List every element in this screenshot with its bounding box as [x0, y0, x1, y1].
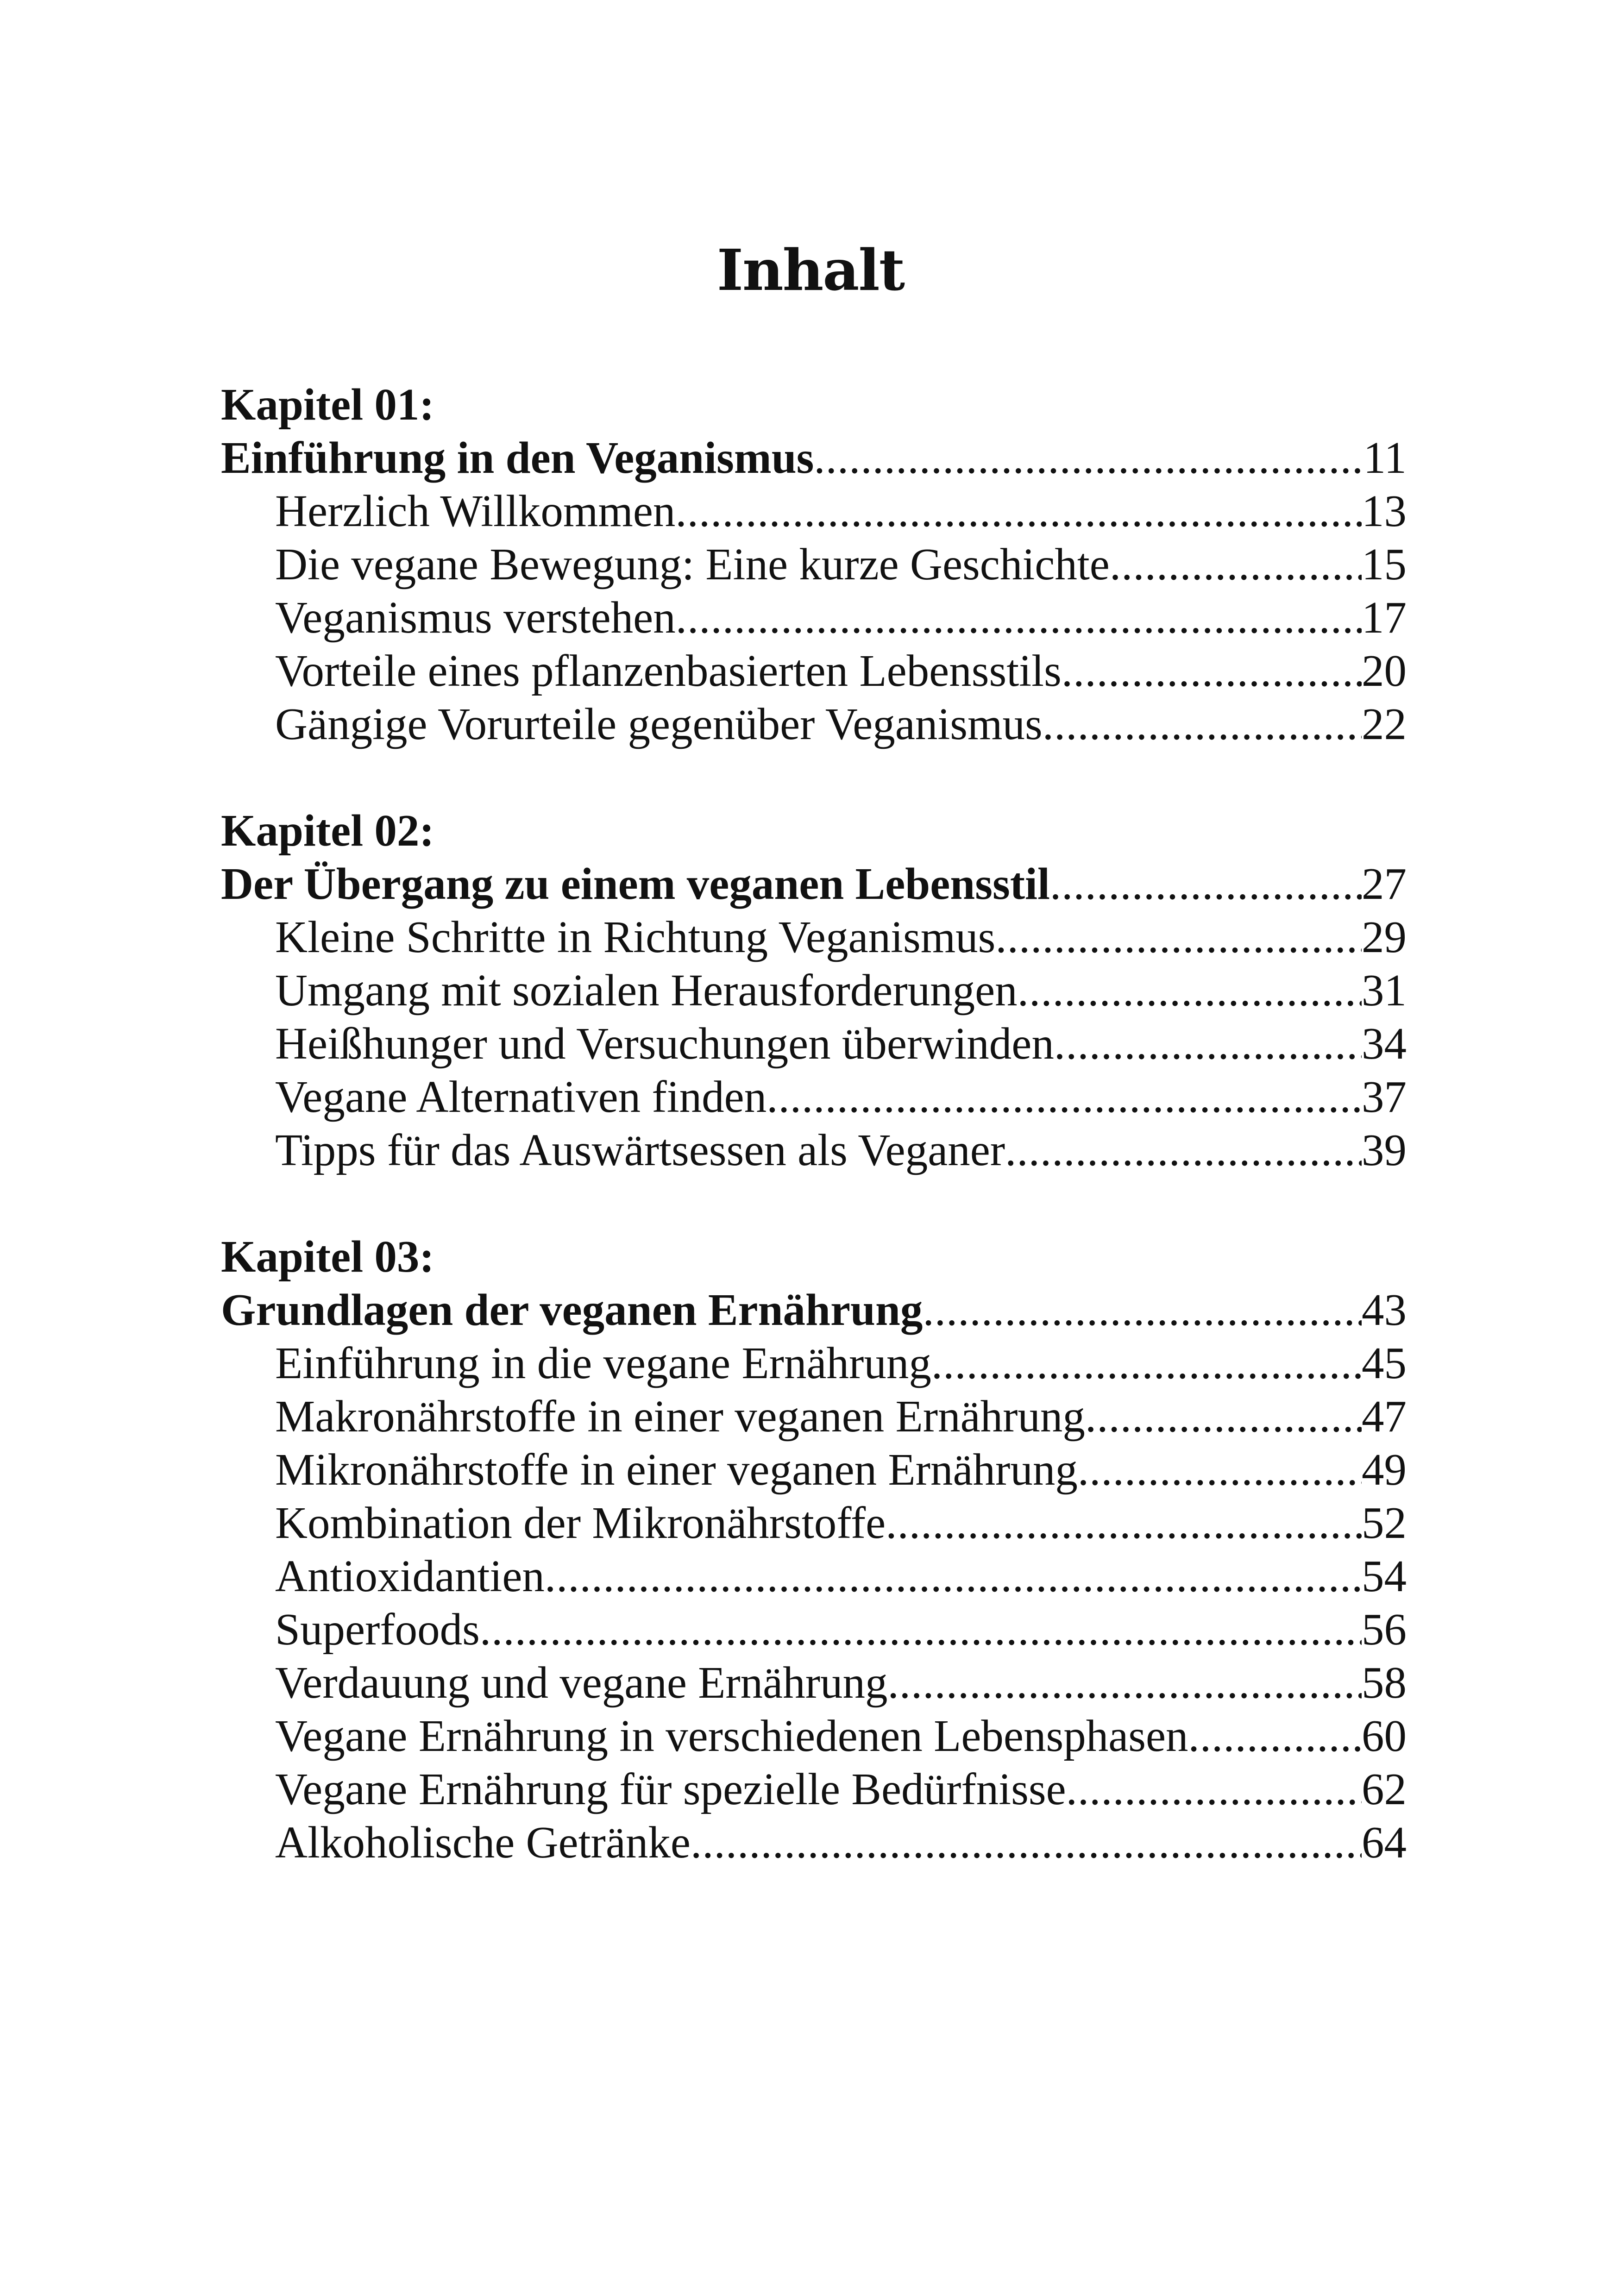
dot-leader	[480, 1603, 1362, 1656]
entry-page-number: 52	[1362, 1498, 1407, 1548]
entry-title: Makronährstoffe in einer veganen Ernährung	[275, 1392, 1085, 1441]
entry-page-number: 11	[1363, 433, 1407, 483]
toc-entry[interactable]	[221, 1123, 1407, 1177]
chapter-02	[221, 804, 1407, 1177]
entry-page-number: 29	[1362, 912, 1407, 962]
entry-page-number: 49	[1362, 1445, 1407, 1494]
toc-entry[interactable]	[221, 644, 1407, 697]
dot-leader	[1085, 1390, 1362, 1443]
entry-title: Vorteile eines pflanzenbasierten Lebensstils	[275, 646, 1062, 696]
dot-leader	[691, 1816, 1362, 1869]
entry-title: Umgang mit sozialen Herausforderungen	[275, 966, 1018, 1015]
toc-entry[interactable]	[221, 1390, 1407, 1443]
entry-title: Kombination der Mikronährstoffe	[275, 1498, 886, 1548]
toc-entry[interactable]	[221, 964, 1407, 1017]
dot-leader	[1110, 538, 1362, 591]
chapter-title-entry[interactable]	[221, 857, 1407, 910]
entry-title: Kleine Schritte in Richtung Veganismus	[275, 912, 996, 962]
entry-title: Herzlich Willkommen	[275, 486, 676, 536]
toc-entry[interactable]	[221, 697, 1407, 751]
entry-title: Grundlagen der veganen Ernährung	[221, 1285, 923, 1335]
dot-leader	[675, 484, 1362, 538]
entry-title: Veganismus verstehen	[275, 593, 676, 642]
chapter-label: Kapitel 03:	[221, 1232, 434, 1281]
dot-leader	[767, 1070, 1362, 1123]
toc-entry[interactable]	[221, 1336, 1407, 1390]
entry-title: Vegane Alternativen finden	[275, 1072, 767, 1122]
entry-title: Einführung in den Veganismus	[221, 433, 814, 483]
chapter-title-entry[interactable]	[221, 431, 1407, 484]
dot-leader	[886, 1496, 1362, 1549]
page-title: Inhalt	[716, 236, 905, 303]
entry-page-number: 56	[1362, 1605, 1407, 1654]
toc-entry[interactable]	[221, 1017, 1407, 1070]
entry-title: Gängige Vorurteile gegenüber Veganismus	[275, 699, 1043, 749]
toc-entry[interactable]	[221, 484, 1407, 538]
toc-entry[interactable]	[221, 538, 1407, 591]
entry-page-number: 13	[1362, 486, 1407, 536]
entry-page-number: 45	[1362, 1338, 1407, 1388]
dot-leader	[1043, 697, 1362, 751]
toc-entry[interactable]	[221, 1549, 1407, 1603]
entry-page-number: 22	[1362, 699, 1407, 749]
dot-leader	[676, 591, 1362, 644]
entry-title: Vegane Ernährung in verschiedenen Lebensphasen	[275, 1711, 1188, 1761]
toc-entry[interactable]	[221, 591, 1407, 644]
entry-page-number: 31	[1362, 966, 1407, 1015]
dot-leader	[814, 431, 1363, 484]
entry-title: Verdauung und vegane Ernährung	[275, 1658, 888, 1707]
dot-leader	[1188, 1709, 1362, 1763]
dot-leader	[1050, 857, 1362, 910]
entry-page-number: 17	[1362, 593, 1407, 642]
entry-page-number: 39	[1362, 1125, 1407, 1175]
dot-leader	[545, 1549, 1362, 1603]
entry-page-number: 34	[1362, 1019, 1407, 1068]
entry-title: Tipps für das Auswärtsessen als Veganer	[275, 1125, 1005, 1175]
toc-entry[interactable]	[221, 1816, 1407, 1869]
entry-page-number: 37	[1362, 1072, 1407, 1122]
entry-title: Der Übergang zu einem veganen Lebensstil	[221, 859, 1050, 909]
chapter-label: Kapitel 02:	[221, 806, 434, 855]
entry-page-number: 60	[1362, 1711, 1407, 1761]
dot-leader	[931, 1336, 1362, 1390]
entry-page-number: 54	[1362, 1551, 1407, 1601]
dot-leader	[923, 1283, 1362, 1336]
entry-title: Vegane Ernährung für spezielle Bedürfnisse	[275, 1764, 1066, 1814]
entry-title: Die vegane Bewegung: Eine kurze Geschichte	[275, 539, 1110, 589]
chapter-03	[221, 1230, 1407, 1869]
entry-page-number: 27	[1362, 859, 1407, 909]
entry-page-number: 43	[1362, 1285, 1407, 1335]
toc-entry[interactable]	[221, 1656, 1407, 1709]
toc-entry[interactable]	[221, 910, 1407, 964]
entry-page-number: 62	[1362, 1764, 1407, 1814]
dot-leader	[1066, 1763, 1362, 1816]
entry-title: Heißhunger und Versuchungen überwinden	[275, 1019, 1054, 1068]
dot-leader	[1054, 1017, 1362, 1070]
chapter-title-entry[interactable]	[221, 1283, 1407, 1336]
table-of-contents	[221, 378, 1407, 1922]
dot-leader	[995, 910, 1362, 964]
entry-title: Mikronährstoffe in einer veganen Ernährung	[275, 1445, 1078, 1494]
toc-entry[interactable]	[221, 1070, 1407, 1123]
entry-page-number: 20	[1362, 646, 1407, 696]
entry-page-number: 15	[1362, 539, 1407, 589]
entry-page-number: 64	[1362, 1818, 1407, 1867]
toc-entry[interactable]	[221, 1709, 1407, 1763]
dot-leader	[1078, 1443, 1362, 1496]
dot-leader	[888, 1656, 1362, 1709]
entry-page-number: 47	[1362, 1392, 1407, 1441]
chapter-01	[221, 378, 1407, 751]
toc-entry[interactable]	[221, 1763, 1407, 1816]
entry-title: Alkoholische Getränke	[275, 1818, 691, 1867]
entry-title: Antioxidantien	[275, 1551, 545, 1601]
dot-leader	[1018, 964, 1362, 1017]
toc-entry[interactable]	[221, 1603, 1407, 1656]
dot-leader	[1062, 644, 1362, 697]
entry-title: Einführung in die vegane Ernährung	[275, 1338, 931, 1388]
dot-leader	[1005, 1123, 1362, 1177]
toc-entry[interactable]	[221, 1496, 1407, 1549]
entry-page-number: 58	[1362, 1658, 1407, 1707]
entry-title: Superfoods	[275, 1605, 480, 1654]
chapter-label: Kapitel 01:	[221, 380, 434, 429]
toc-entry[interactable]	[221, 1443, 1407, 1496]
